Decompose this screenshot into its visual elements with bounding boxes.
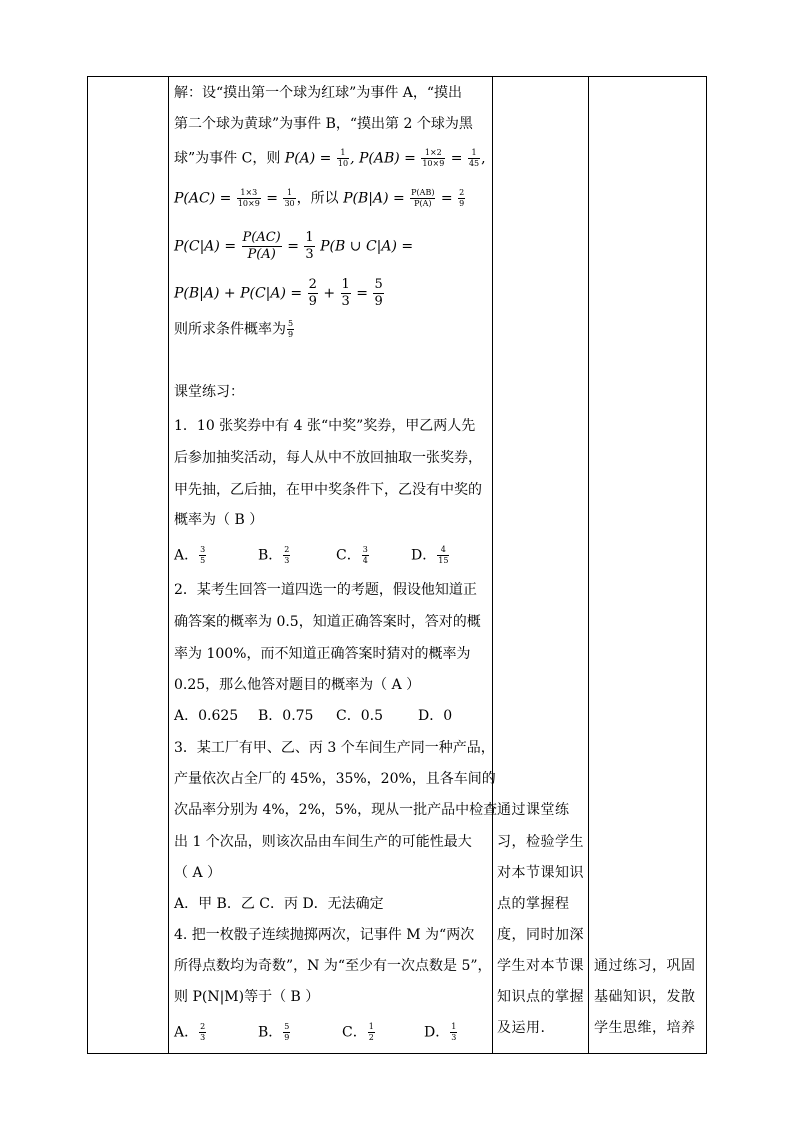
q2-line-1: 2．某考生回答一道四选一的考题，假设他知道正: [174, 582, 477, 598]
pca-fraction: $\frac{P(AC)}{P(A)}$: [242, 230, 281, 262]
practice-title: 课堂练习：: [174, 384, 244, 400]
pbuc-label: P(B ∪ C|A) =: [320, 238, 414, 255]
purpose-line-2: 习，检验学生: [497, 834, 584, 850]
q4-line-2: 所得点数均为奇数”，N 为“至少有一次点数是 5”，: [174, 958, 492, 974]
purpose-line-4: 点的掌握程: [497, 896, 570, 912]
answer-fraction: $\frac{5}{9}$: [288, 319, 294, 339]
q4-options: [174, 1022, 488, 1046]
notes-line-3: 学生思维，培养: [594, 1020, 696, 1036]
q4-option-b: B． $\frac{5}{9}$: [258, 1022, 290, 1042]
q1-option-b: B． $\frac{2}{3}$: [258, 545, 290, 565]
notes-cell: [594, 76, 704, 1054]
pba-fraction-2: $\frac{2}{9}$: [459, 188, 465, 208]
q2-line-2: 确答案的概率为 0.5，知道正确答案时，答对的概: [174, 614, 481, 630]
content-cell: [174, 76, 498, 1054]
q1-line-4: 概率为（ B ）: [174, 512, 264, 528]
purpose-cell: [497, 76, 589, 1054]
pac-fraction-2: $\frac{1}{30}$: [284, 188, 295, 208]
q3-line-4: 出 1 个次品，则该次品由车间生产的可能性最大: [174, 834, 472, 850]
pba-fraction: $\frac{P(AB)}{P(A)}$: [411, 188, 435, 208]
solution-line-2: 第二个球为黄球”为事件 B，“摸出第 2 个球为黑: [174, 116, 473, 132]
q1-option-a: A． $\frac{3}{5}$: [174, 545, 206, 565]
notes-line-1: 通过练习，巩固: [594, 958, 696, 974]
table-divider-1: [168, 76, 169, 1054]
pac-label: P(AC) =: [174, 190, 232, 207]
q1-line-2: 后参加抽奖活动，每人从中不放回抽取一张奖券，: [174, 450, 482, 466]
q1-line-3: 甲先抽，乙后抽，在甲中奖条件下，乙没有中奖的: [174, 482, 482, 498]
purpose-line-1: 通过课堂练: [497, 802, 570, 818]
table-border-right: [706, 76, 707, 1054]
sum-fraction-2: $\frac{1}{3}$: [341, 277, 350, 309]
q3-options: A．甲 B．乙 C．丙 D．无法确定: [174, 896, 384, 912]
pab-fraction-2: $\frac{1}{45}$: [468, 148, 480, 168]
solution-answer: [174, 319, 295, 340]
sum-fraction-1: $\frac{2}{9}$: [308, 277, 317, 309]
q2-options: [174, 706, 488, 726]
q4-option-d: D． $\frac{1}{3}$: [424, 1022, 457, 1042]
so-text: ，所以: [296, 190, 339, 207]
sum-label: P(B|A) + P(C|A) =: [174, 285, 303, 302]
q3-line-5: （ A ）: [174, 865, 222, 881]
pa-fraction: $\frac{1}{10}$: [337, 148, 349, 168]
pab-fraction-1: $\frac{1\times 2}{10\times 9}$: [422, 148, 445, 168]
q3-line-1: 3．某工厂有甲、乙、丙 3 个车间生产同一种产品，: [174, 740, 495, 756]
q1-option-c: C． $\frac{3}{4}$: [336, 545, 368, 565]
solution-line-4: [174, 188, 466, 209]
answer-prefix: 则所求条件概率为: [174, 321, 286, 338]
purpose-line-6: 学生对本节课: [497, 958, 584, 974]
q1-line-1: 1．10 张奖券中有 4 张“中奖”奖券，甲乙两人先: [174, 418, 476, 434]
equals-sign: =: [287, 238, 299, 255]
pab-label: , P(AB) =: [350, 150, 416, 167]
purpose-line-7: 知识点的掌握: [497, 989, 584, 1005]
plus-sign: +: [323, 285, 336, 302]
q3-line-3: 次品率分别为 4%，2%，5%，现从一批产品中检查: [174, 802, 498, 818]
pa-label: P(A) =: [284, 150, 332, 167]
pba-label: P(B|A) =: [343, 190, 405, 207]
solution-line-3-prefix: 球”为事件 C，则: [174, 150, 281, 167]
equals-sign: =: [450, 150, 463, 167]
q2-option-b: B．0.75: [258, 708, 314, 724]
purpose-line-3: 对本节课知识: [497, 865, 584, 881]
q2-line-4: 0.25，那么他答对题目的概率为（ A ）: [174, 677, 421, 693]
q3-line-2: 产量依次占全厂的 45%，35%，20%，且各车间的: [174, 771, 496, 787]
sum-fraction-3: $\frac{5}{9}$: [374, 277, 383, 309]
pca-fraction-2: $\frac{1}{3}$: [305, 230, 314, 262]
q2-option-a: A．0.625: [174, 708, 239, 724]
comma: ,: [481, 150, 486, 167]
q4-line-1: 4. 把一枚骰子连续抛掷两次，记事件 M 为“两次: [174, 927, 475, 943]
q2-option-c: C．0.5: [336, 708, 383, 724]
q4-option-a: A． $\frac{2}{3}$: [174, 1022, 206, 1042]
notes-line-2: 基础知识，发散: [594, 989, 696, 1005]
solution-line-5: [174, 230, 413, 263]
q4-line-3: 则 P(N|M)等于（ B ）: [174, 989, 320, 1005]
solution-line-1: 解：设“摸出第一个球为红球”为事件 A，“摸出: [174, 85, 463, 101]
pca-label: P(C|A) =: [174, 238, 237, 255]
solution-line-3: [174, 148, 486, 169]
lesson-table: [87, 76, 707, 1054]
equals-sign: =: [440, 190, 453, 207]
purpose-line-5: 度，同时加深: [497, 927, 584, 943]
q1-option-d: D． $\frac{4}{15}$: [411, 545, 449, 565]
pac-fraction-1: $\frac{1\times 3}{10\times 9}$: [237, 188, 260, 208]
solution-line-6: [174, 277, 385, 310]
q2-option-d: D．0: [418, 708, 453, 724]
table-divider-2: [492, 76, 493, 1054]
q1-options: [174, 545, 488, 569]
equals-sign: =: [266, 190, 278, 207]
table-border-left: [87, 76, 88, 1054]
q4-option-c: C． $\frac{1}{2}$: [342, 1022, 374, 1042]
purpose-line-8: 及运用.: [497, 1020, 546, 1036]
equals-sign: =: [356, 285, 368, 302]
q2-line-3: 率为 100%，而不知道正确答案时猜对的概率为: [174, 646, 471, 662]
